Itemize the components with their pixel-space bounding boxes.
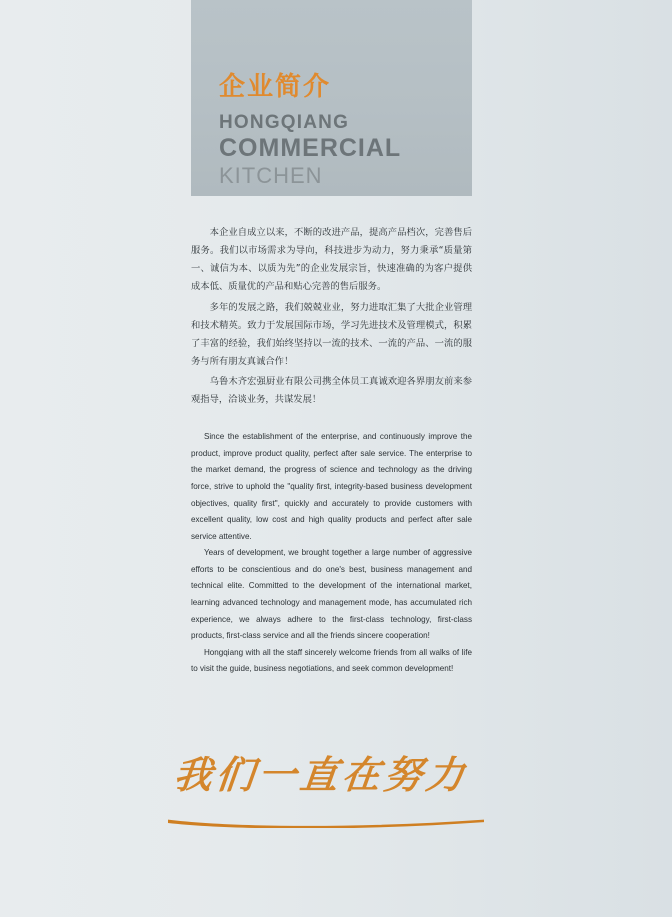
english-paragraph: Years of development, we brought together a large number of aggressive efforts to be conscientious and do one's best, business management and technical elite. Committed to the development of the international market, learning advanced technology and management mode, has accumulated rich experience, we always adhere to the first-class technology, first-class products, first-class service and all the friends sincere cooperation! (191, 548, 472, 641)
page-title-english-line3: KITCHEN (219, 163, 323, 189)
chinese-paragraph: 乌鲁木齐宏强厨业有限公司携全体员工真诚欢迎各界朋友前来参观指导，洽谈业务，共谋发展！ (191, 376, 472, 406)
english-block (191, 429, 472, 678)
chinese-paragraph: 本企业自成立以来，不断的改进产品，提高产品档次，完善售后服务。我们以市场需求为导向，科技进步为动力，努力秉承“质量第一、诚信为本、以质为先”的企业发展宗旨，快速准确的为客户提供成本低、质量优的产品和贴心完善的售后服务。 (191, 227, 472, 293)
page-title-english-line2: COMMERCIAL (219, 134, 402, 163)
page-title-chinese: 企业简介 (219, 71, 332, 101)
header-banner (191, 0, 472, 196)
header-title-group (219, 72, 459, 189)
chinese-paragraph: 多年的发展之路，我们兢兢业业，努力进取汇集了大批企业管理和技术精英。致力于发展国际市场，学习先进技术及管理模式，积累了丰富的经验，我们始终坚持以一流的技术、一流的产品、一流的服务与所有朋友真诚合作！ (191, 301, 472, 367)
english-paragraph: Since the establishment of the enterprise, and continuously improve the product, improve product quality, perfect after sale service. The enterprise to the market demand, the progress of science and technology as the driving force, strive to uphold the "quality first, integrity-based business development objectives, quality first", quickly and accurately to provide customers with excellent quality, low cost and high quality products and perfect after sale service attentive. (191, 432, 472, 541)
footer-slogan-text: 我们一直在努力 (171, 752, 471, 797)
slogan-underline-swoosh (166, 818, 486, 828)
footer-slogan-group (160, 748, 500, 858)
english-paragraph: Hongqiang with all the staff sincerely welcome friends from all walks of life to visit the guide, business negotiations, and seek common development! (191, 647, 472, 674)
page-title-english-line1: HONGQIANG (219, 111, 350, 133)
body-content (191, 224, 472, 678)
